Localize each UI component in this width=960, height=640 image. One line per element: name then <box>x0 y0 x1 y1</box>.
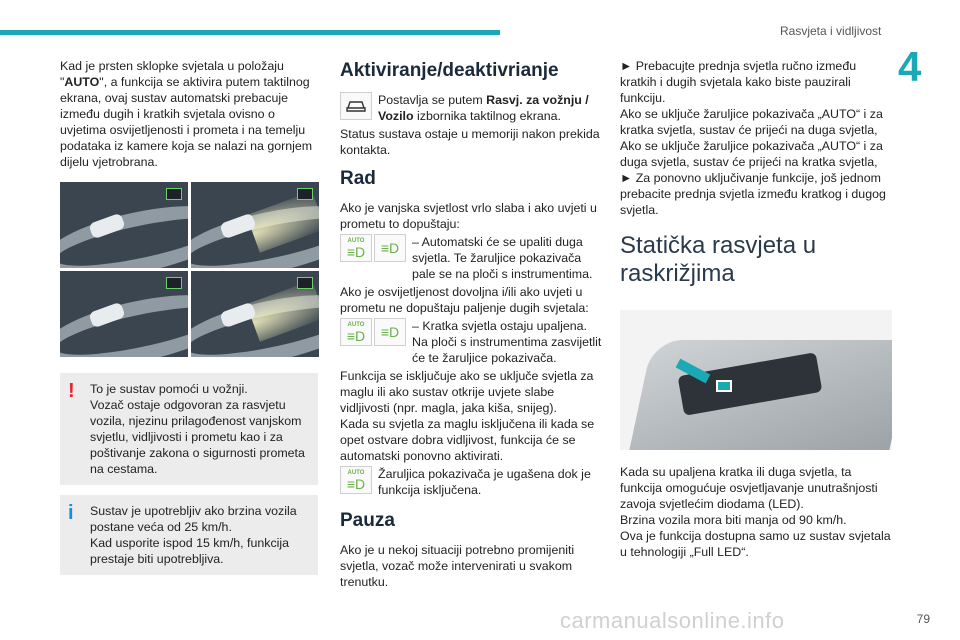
auto-lamp-glyph: ≡D <box>346 243 366 260</box>
high-beam-glyph: ≡D <box>380 240 400 256</box>
activation-text-a: Postavlja se putem <box>378 93 487 107</box>
auto-off-indicator-icon <box>340 466 372 494</box>
heading-operation: Rad <box>340 168 376 189</box>
pause-text: Ako je u nekoj situaciji potrebno promijeniti svjetla, vozač može intervenirati u svakom trenutku. <box>340 543 575 589</box>
beam-scene-2 <box>191 182 319 268</box>
indicator-off-row <box>340 466 602 498</box>
auto-indicator-icon <box>340 234 372 262</box>
heading-pause: Pauza <box>340 510 395 531</box>
info-icon: i <box>68 502 74 524</box>
cornering-text-1: Kada su upaljena kratka ili duga svjetla, ta funkcija omogućuje osvjetljavanje unutrašnjosti zavoja svjetlećim diodama (LED). <box>620 465 878 511</box>
warning-box <box>60 373 318 485</box>
headlight-illustration <box>620 310 892 450</box>
section-title: Rasvjeta i vidljivost <box>780 24 882 38</box>
warning-icon: ! <box>68 380 75 402</box>
pause-step-3: Ako se uključe žaruljice pokazivača „AUTO“ i za duga svjetla, sustav će prijeći na kratka svjetla, <box>620 139 883 169</box>
vehicle-menu-icon <box>340 92 372 120</box>
intro-text-a: Kad je prsten sklopke svjetala u položaju " <box>60 59 284 89</box>
auto-label-3: AUTO <box>347 469 365 476</box>
low-beam-glyph: ≡D <box>380 324 400 340</box>
operation-text-6: Kada su svjetla za maglu isključena ili kada se opet ostvare dobra vidljivost, funkcija će se automatski ponovno aktivirati. <box>340 417 595 463</box>
activation-menu-path: Rasvj. za vožnju / Vozilo <box>378 93 589 123</box>
activation-row <box>340 92 602 124</box>
heading-static-cornering: Statička rasvjeta u raskrižjima <box>620 232 817 287</box>
heading-activation: Aktiviranje/deaktivrianje <box>340 60 559 81</box>
warning-line-1: To je sustav pomoći u vožnji. <box>90 382 248 396</box>
high-beam-indicators <box>340 234 406 262</box>
info-line-1: Sustav je upotrebljiv ako brzina vozila postane veća od 25 km/h. <box>90 504 297 534</box>
pause-step-1: ► Prebacujte prednja svjetla ručno između kratkih i dugih svjetala kako biste pauzirali funkciju. <box>620 59 857 105</box>
operation-text-7: Žaruljica pokazivača je ugašena dok je funkcija isključena. <box>378 467 591 497</box>
info-line-2: Kad usporite ispod 15 km/h, funkcija prestaje biti upotrebljiva. <box>90 536 290 566</box>
operation-text-4: – Kratka svjetla ostaju upaljena. Na ploči s instrumentima zasvijetlit će te žaruljice pokazivača. <box>412 319 602 365</box>
beam-illustration-grid <box>60 182 318 357</box>
header-accent-bar <box>0 30 500 35</box>
column-right <box>620 58 892 560</box>
intro-text-b: ", a funkcija se aktivira putem taktilnog ekrana, ovaj sustav automatski prebacuje između dugih i kratkih svjetala ovisno o uvjetima osvijetljenosti i prometa i na temelju podataka iz kamere koja se nalazi na gornjem dijelu vjetrobrana. <box>60 75 313 169</box>
pause-step-2: Ako se uključe žaruljice pokazivača „AUTO“ i za kratka svjetla, sustav će prijeći na duga svjetla, <box>620 107 883 137</box>
page-number: 79 <box>916 612 930 626</box>
low-beam-indicators <box>340 318 406 346</box>
low-beam-row <box>340 318 602 366</box>
activation-text <box>378 92 602 124</box>
auto-label-2: AUTO <box>347 321 365 328</box>
info-box <box>60 495 318 575</box>
auto-label: AUTO <box>347 237 365 244</box>
led-cornering-light <box>716 380 732 392</box>
activation-memory-text: Status sustava ostaje u memoriji nakon prekida kontakta. <box>340 127 600 157</box>
beam-scene-1 <box>60 182 188 268</box>
pause-step-4: ► Za ponovno uključivanje funkcije, još jednom prebacite prednja svjetla između kratkog i dugog svjetla. <box>620 171 886 217</box>
operation-text-3: Ako je osvijetljenost dovoljna i/ili ako uvjeti u prometu ne dopuštaju paljenje dugih svjetala: <box>340 285 589 315</box>
auto-lamp-glyph-3: ≡D <box>346 475 366 492</box>
beam-scene-3 <box>60 271 188 357</box>
beam-scene-4 <box>191 271 319 357</box>
watermark: carmanualsonline.info <box>560 608 785 633</box>
activation-text-b: izbornika taktilnog ekrana. <box>413 109 561 123</box>
cornering-text-2: Brzina vozila mora biti manja od 90 km/h. <box>620 513 847 527</box>
chapter-number: 4 <box>898 43 922 90</box>
high-beam-icon <box>374 234 406 262</box>
operation-text-2: – Automatski će se upaliti duga svjetla. Te žaruljice pokazivača pale se na ploči s instrumentima. <box>412 235 593 281</box>
cornering-text-3: Ova je funkcija dostupna samo uz sustav svjetala u tehnologiji „Full LED“. <box>620 529 891 559</box>
intro-paragraph <box>60 58 318 170</box>
column-middle <box>340 58 602 590</box>
auto-lamp-glyph-2: ≡D <box>346 327 366 344</box>
column-left <box>60 58 318 585</box>
low-beam-icon <box>374 318 406 346</box>
operation-text-5: Funkcija se isključuje ako se uključe svjetla za maglu ili ako sustav otkrije uvjete slabe vidljivosti (npr. magla, jaka kiša, snijeg). <box>340 369 594 415</box>
high-beam-row <box>340 234 602 282</box>
intro-bold: AUTO <box>64 75 100 89</box>
operation-text-1: Ako je vanjska svjetlost vrlo slaba i ako uvjeti u prometu to dopuštaju: <box>340 201 597 231</box>
auto-indicator-icon-2 <box>340 318 372 346</box>
warning-line-2: Vozač ostaje odgovoran za rasvjetu vozila, njezinu prilagođenost vanjskom svjetlu, vidljivosti i prometu kao i za poštivanje zakona o sigurnosti prometa na cestama. <box>90 398 305 476</box>
